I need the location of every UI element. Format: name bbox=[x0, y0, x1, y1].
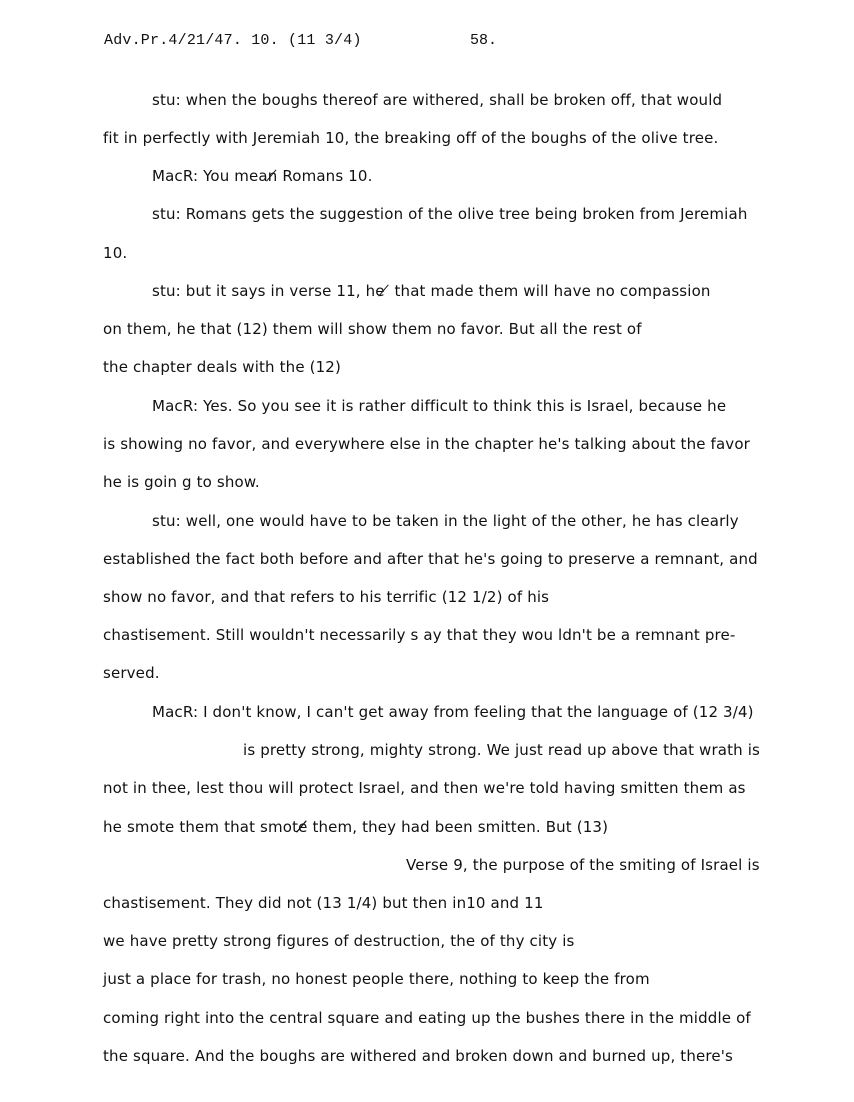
text-line: Verse 9, the purpose of the smiting of Israel is bbox=[406, 856, 760, 874]
text-line: we have pretty strong figures of destruction, the of thy city is bbox=[103, 932, 575, 950]
text-line: is showing no favor, and everywhere else in the chapter he's talking about the favor bbox=[103, 435, 750, 453]
text-line: MacR: Yes. So you see it is rather difficult to think this is Israel, because he bbox=[152, 397, 727, 415]
text-line: served. bbox=[103, 664, 160, 682]
text-line: MacR: I don't know, I can't get away from feeling that the language of (12 3/4) bbox=[152, 703, 754, 721]
header-reference: Adv.Pr.4/21/47. 10. (11 3/4) bbox=[104, 32, 362, 49]
text-line: stu: when the boughs thereof are withered, shall be broken off, that would bbox=[152, 91, 723, 109]
page-number: 58. bbox=[470, 32, 498, 49]
text-line: he smote them that smote̸̸̸ them, they had been smitten. But (13) bbox=[103, 818, 609, 836]
text-line: chastisement. Still wouldn't necessarily s ay that they wou ldn't be a remnant pre- bbox=[103, 626, 736, 644]
text-line: MacR: You mean̸ Romans 10. bbox=[152, 167, 373, 185]
text-line: he is goin g to show. bbox=[103, 473, 260, 491]
text-line: not in thee, lest thou will protect Israel, and then we're told having smitten them as bbox=[103, 779, 746, 797]
text-line: coming right into the central square and eating up the bushes there in the middle of bbox=[103, 1009, 751, 1027]
text-line: the chapter deals with the (12) bbox=[103, 358, 342, 376]
text-line: stu: Romans gets the suggestion of the olive tree being broken from Jeremiah bbox=[152, 205, 748, 223]
text-line: just a place for trash, no honest people there, nothing to keep the from bbox=[103, 970, 650, 988]
text-line: show no favor, and that refers to his terrific (12 1/2) of his bbox=[103, 588, 550, 606]
text-line: established the fact both before and after that he's going to preserve a remnant, and bbox=[103, 550, 758, 568]
text-line: stu: well, one would have to be taken in the light of the other, he has clearly bbox=[152, 512, 739, 530]
text-line: on them, he that (12) them will show them no favor. But all the rest of bbox=[103, 320, 642, 338]
text-line: chastisement. They did not (13 1/4) but then in10 and 11 bbox=[103, 894, 544, 912]
text-line: fit in perfectly with Jeremiah 10, the breaking off of the boughs of the olive tree. bbox=[103, 129, 719, 147]
text-line: stu: but it says in verse 11, he ̸ that made them will have no compassion bbox=[152, 282, 711, 300]
text-line: is pretty strong, mighty strong. We just read up above that wrath is bbox=[243, 741, 761, 759]
text-line: 10. bbox=[103, 244, 128, 262]
text-line: the square. And the boughs are withered and broken down and burned up, there's bbox=[103, 1047, 733, 1065]
